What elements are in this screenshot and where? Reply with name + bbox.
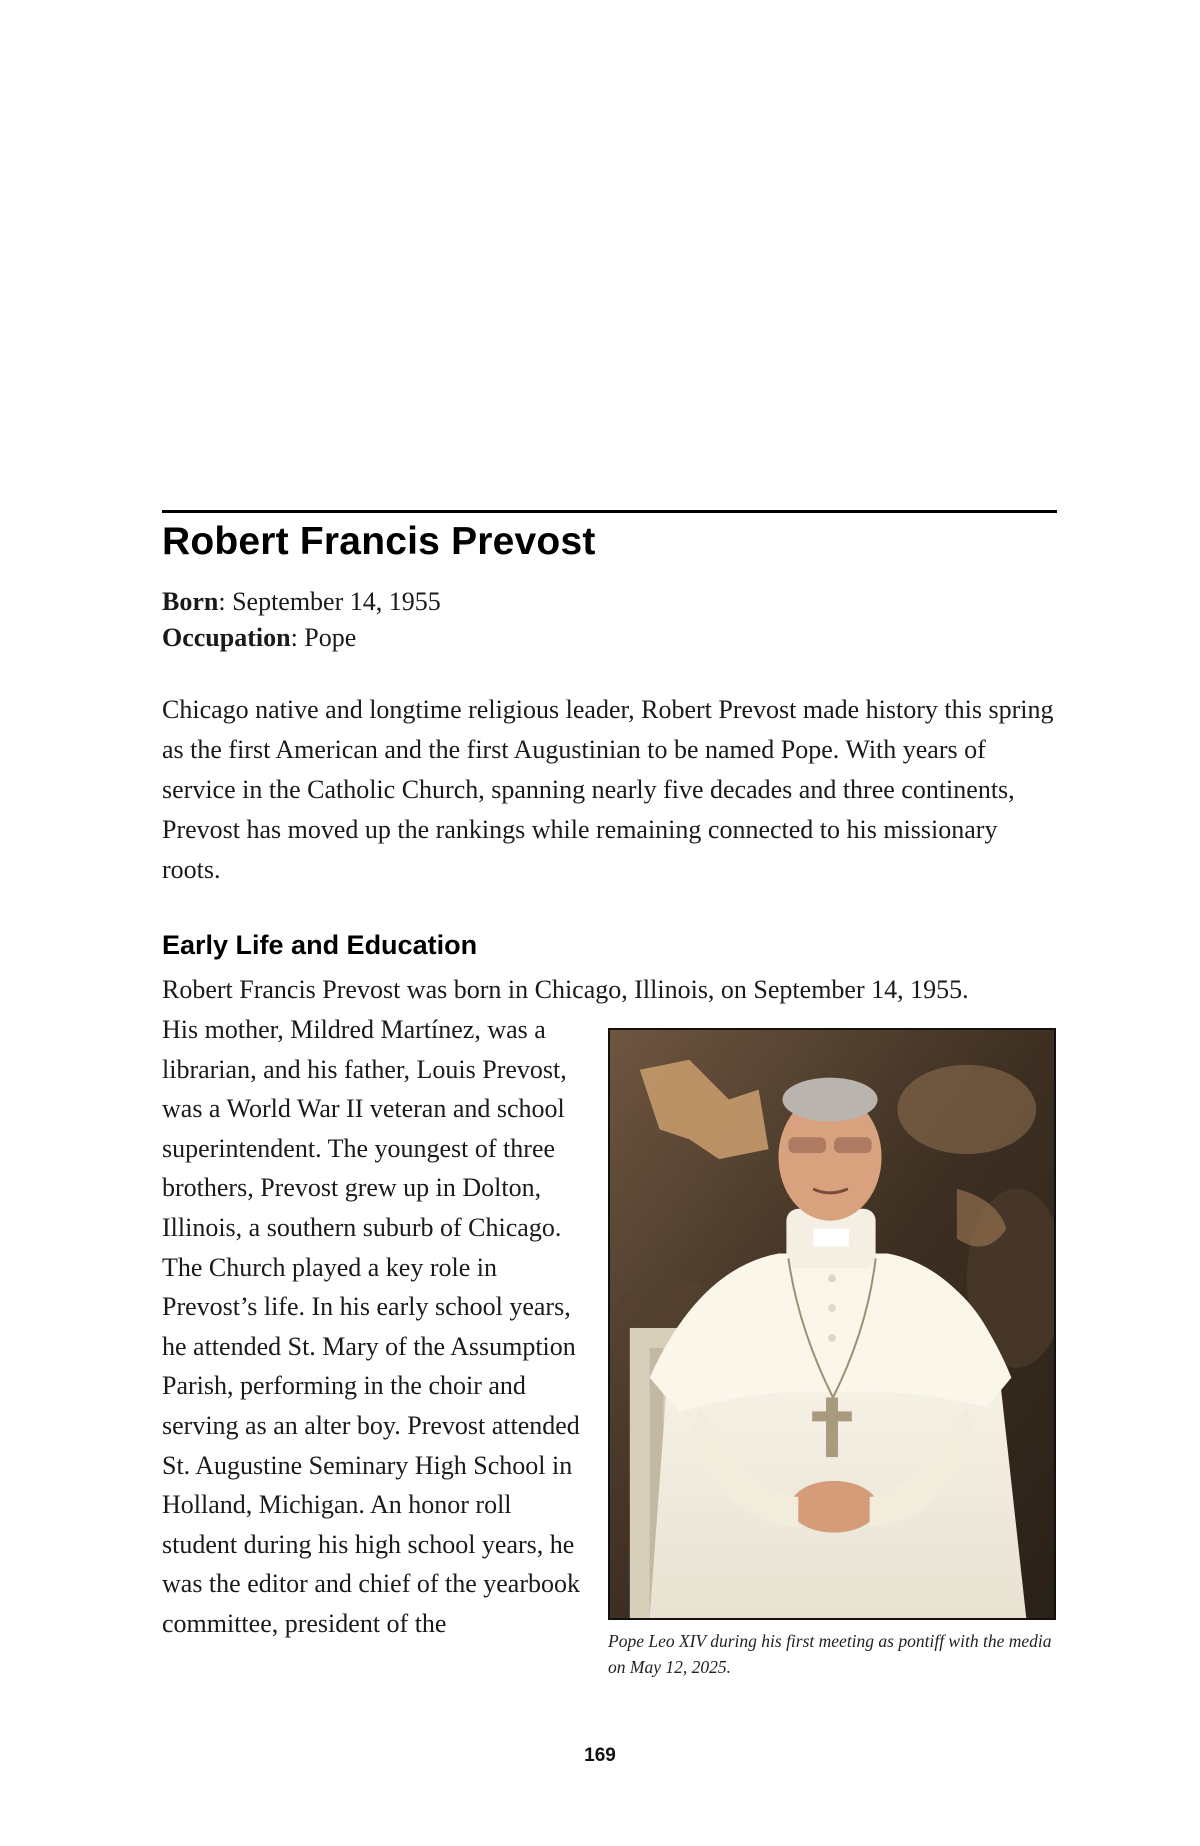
pope-photo: [608, 1028, 1056, 1620]
occupation-line: [162, 620, 356, 656]
section-body: His mother, Mildred Martínez, was a librarian, and his father, Louis Prevost, was a World War II veteran and school superintendent. The youngest of three brothers, Prevost grew up in Dolton, Illinois, a southern suburb of Chicago. The Church played a key role in Prevost’s life. In his early school years, he attended St. Mary of the Assumption Parish, performing in the choir and serving as an alter boy. Prevost attended St. Augustine Seminary High School in Holland, Michigan. An honor roll student during his high school years, he was the editor and chief of the yearbook committee, president of the: [162, 1015, 581, 1638]
intro-paragraph: Chicago native and longtime religious leader, Robert Prevost made history this spring as the first American and the first Augustinian to be named Pope. With years of service in the Catholic Church, spanning nearly five decades and three continents, Prevost has moved up the rankings while remaining connected to his missionary roots.: [162, 695, 1054, 884]
born-value: : September 14, 1955: [218, 587, 441, 616]
page-number: 169: [584, 1745, 616, 1766]
born-line: [162, 584, 441, 620]
occupation-value: : Pope: [290, 623, 357, 652]
title-rule: [162, 510, 1057, 513]
photo-caption: Pope Leo XIV during his first meeting as pontiff with the media on May 12, 2025.: [608, 1631, 1052, 1677]
section-heading: Early Life and Education: [162, 930, 478, 960]
born-label: Born: [162, 587, 219, 616]
article-title: Robert Francis Prevost: [162, 520, 596, 563]
section-first-line: Robert Francis Prevost was born in Chicago, Illinois, on September 14, 1955.: [162, 975, 969, 1004]
occupation-label: Occupation: [162, 623, 291, 652]
pope-photo-illustration: [610, 1030, 1054, 1618]
